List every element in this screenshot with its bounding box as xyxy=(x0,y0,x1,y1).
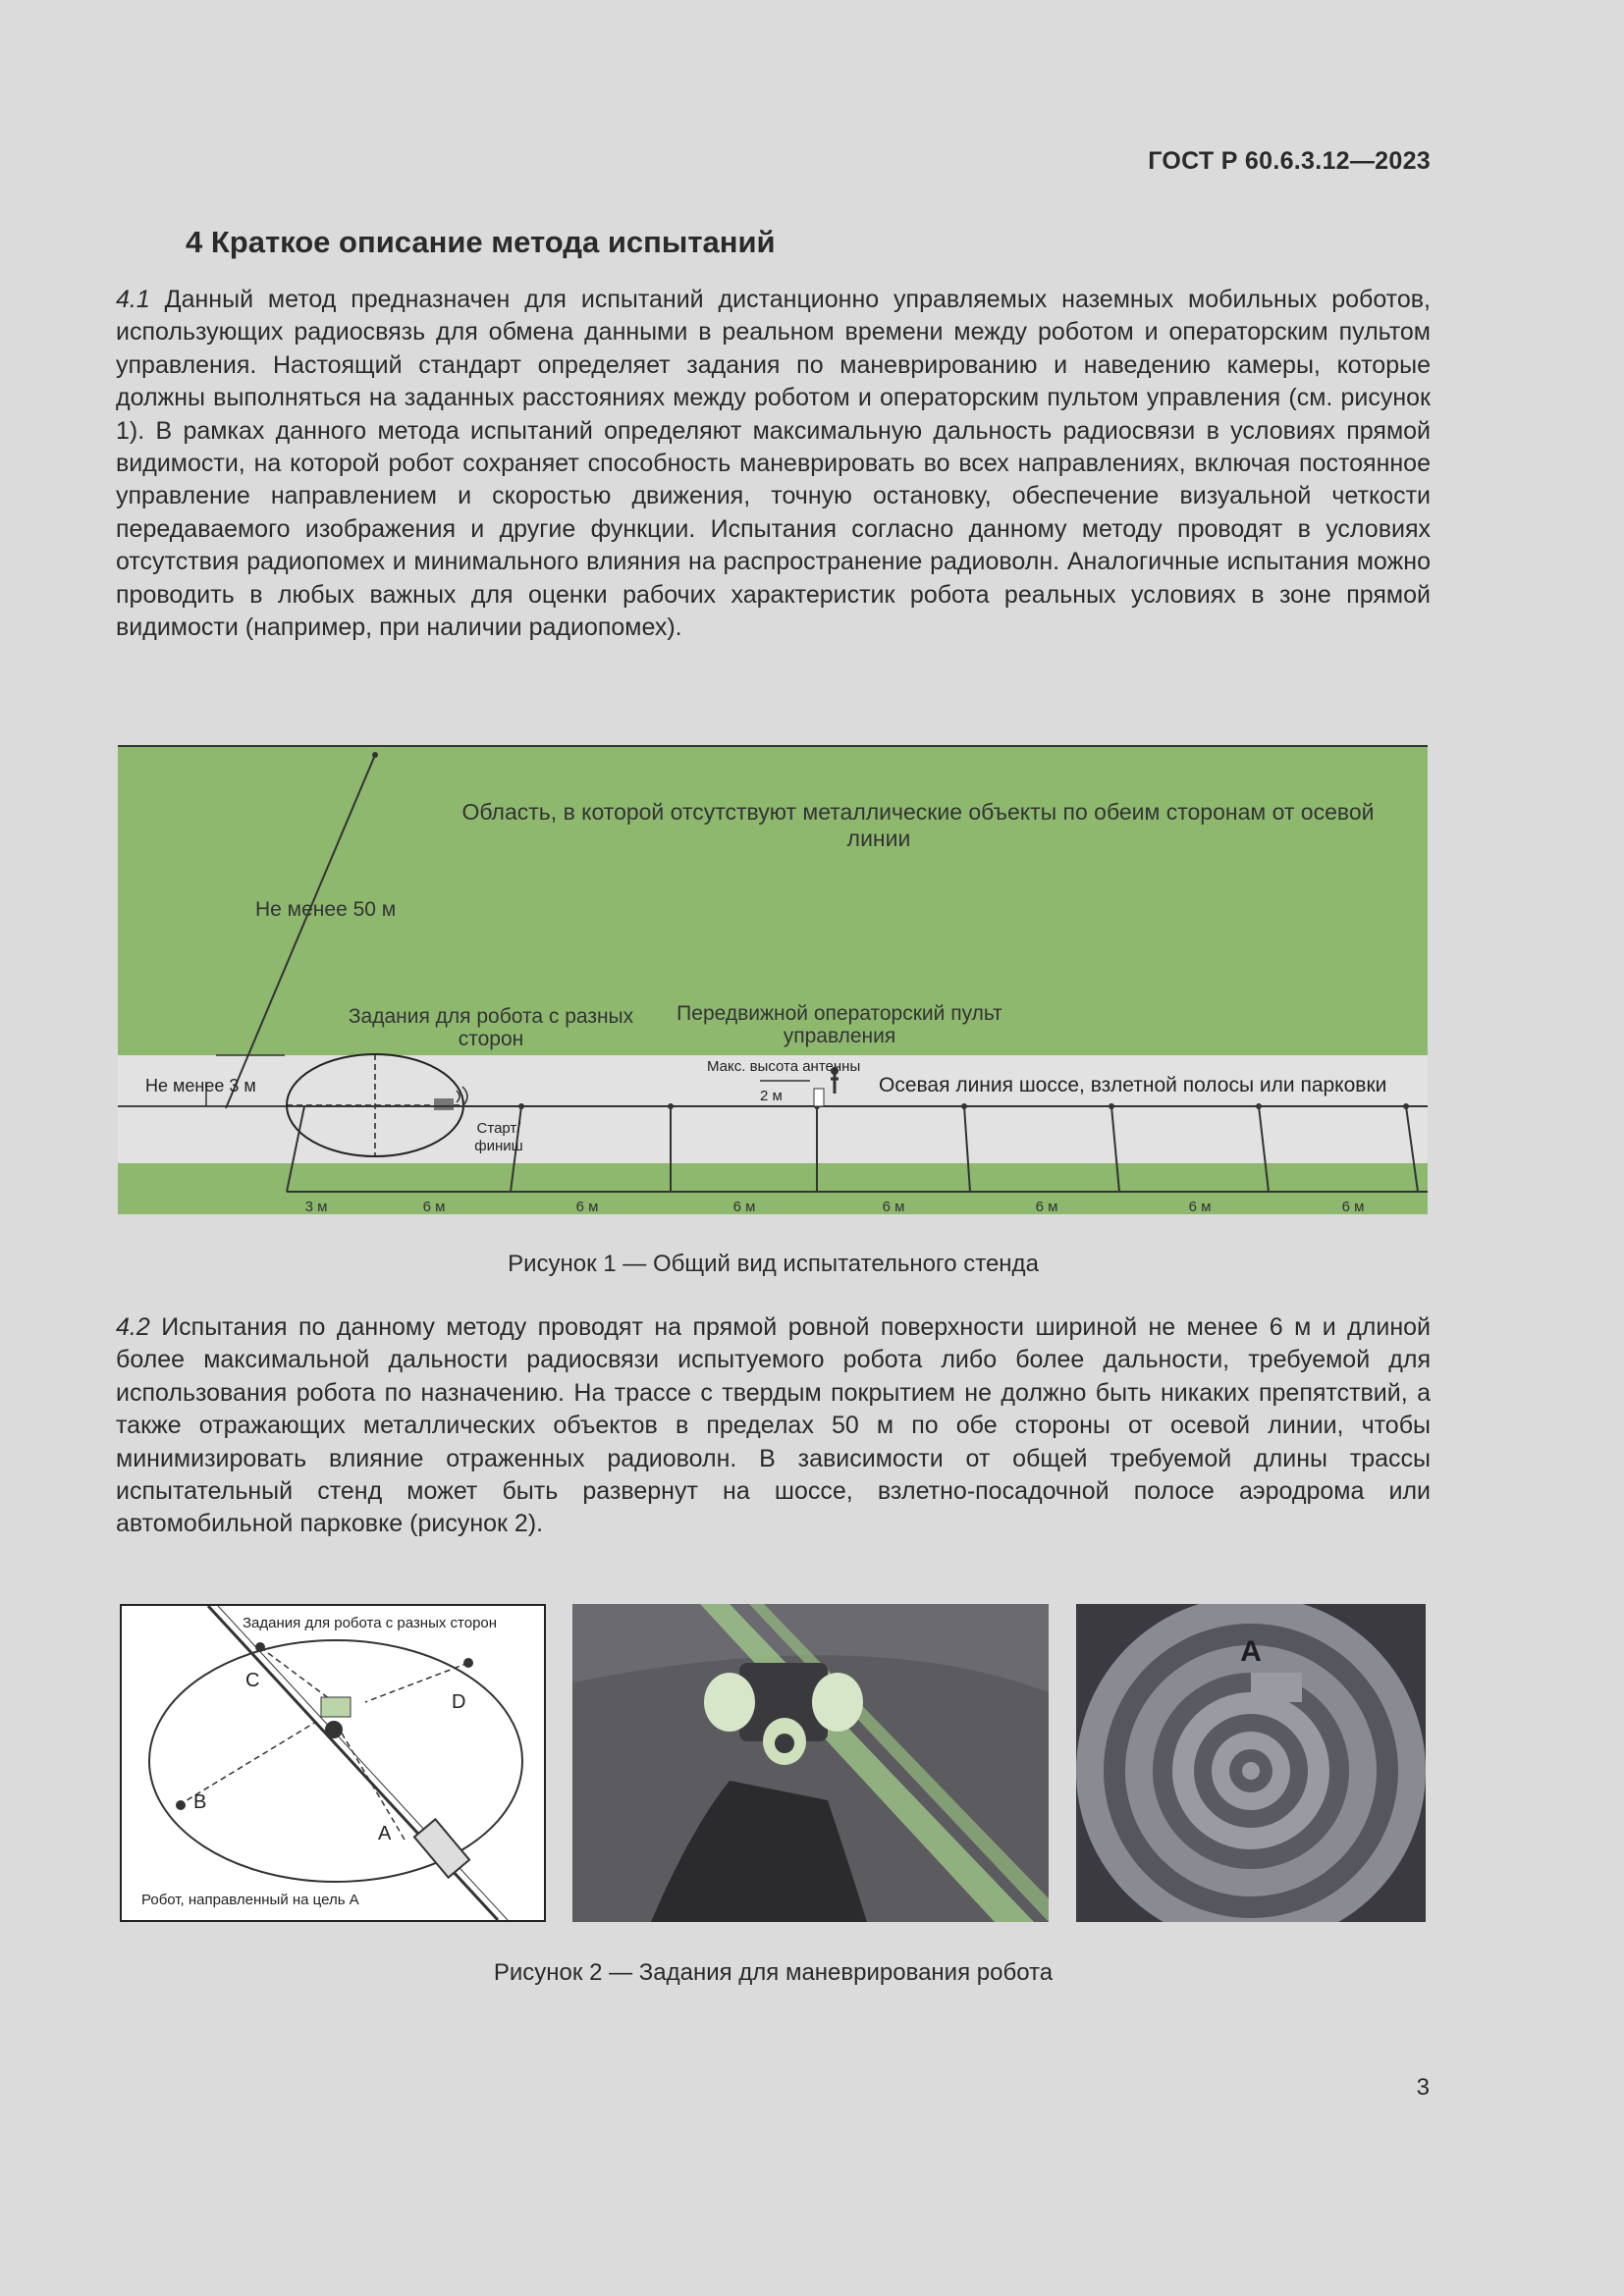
label-a: A xyxy=(378,1823,392,1844)
antenna-height-label: Макс. высота антенны xyxy=(707,1058,861,1075)
figure-1-caption: Рисунок 1 — Общий вид испытательного стенда xyxy=(508,1251,1039,1277)
operator-console xyxy=(814,1089,824,1106)
tasks-label: Задания для робота с разных сторон xyxy=(243,1615,498,1631)
target-gap xyxy=(1251,1673,1302,1702)
document-id: ГОСТ Р 60.6.3.12—2023 xyxy=(1148,147,1431,175)
paragraph-4-2 xyxy=(116,1311,1431,1541)
clear-area-label-line-2: линии xyxy=(846,826,911,851)
figure-2-target-photo xyxy=(1076,1604,1426,1922)
segment-6m-label: 6 м xyxy=(1035,1199,1058,1215)
section-title: 4 Краткое описание метода испытаний xyxy=(186,225,776,259)
min-3m-label: Не менее 3 м xyxy=(145,1076,256,1095)
min-50m-label: Не менее 50 м xyxy=(255,898,397,921)
figure-2-caption: Рисунок 2 — Задания для маневрирования робота xyxy=(493,1959,1054,1986)
figure-2-robot-photo xyxy=(572,1604,1049,1922)
segment-6m-label: 6 м xyxy=(575,1199,599,1215)
operator-label-line-2: управления xyxy=(783,1025,896,1047)
label-c: C xyxy=(245,1670,260,1691)
segment-6m-label: 6 м xyxy=(1188,1199,1212,1215)
segment-6m-label: 6 м xyxy=(422,1199,446,1215)
start-label-line-1: Старт/ xyxy=(476,1120,521,1137)
tasks-label-line-2: сторон xyxy=(458,1028,524,1050)
paragraph-4-1 xyxy=(116,284,1431,644)
operator-label-line-1: Передвижной операторский пульт xyxy=(677,1002,1002,1025)
paragraph-text: Данный метод предназначен для испытаний дистанционно управляемых наземных мобильных роботов, использующих радиосвязь для обмена данными в реальном времени между роботом и операторским пультом управления. Настоящий стандарт определяет задания по маневрированию и наведению камеры, которые должны выполняться на заданных расстояниях между роботом и операторским пультом управления (см. рисунок 1). В рамках данного метода испытаний определяют максимальную дальность радиосвязи в условиях прямой видимости, на которой робот сохраняет способность маневрировать во всех направлениях, включая постоянное управление направлением и скоростью движения, точную остановку, обеспечение визуальной четкости передаваемого изображения и другие функции. Испытания согласно данному методу проводят в условиях отсутствия радиопомех и минимального влияния на распространение радиоволн. Аналогичные испытания можно проводить в любых важных для оценки рабочих характеристик робота реальных условиях в зоне прямой видимости (например, при наличии радиопомех). xyxy=(116,286,1431,642)
label-d: D xyxy=(452,1691,466,1713)
segment-6m-label: 6 м xyxy=(882,1199,905,1215)
segment-6m-label: 6 м xyxy=(1341,1199,1365,1215)
target-letter: A xyxy=(1240,1635,1262,1668)
target-b xyxy=(176,1800,186,1810)
segment-3m-label: 3 м xyxy=(304,1199,328,1215)
paragraph-text: Испытания по данному методу проводят на прямой ровной поверхности шириной не менее 6 м и длиной более максимальной дальности радиосвязи испытуемого робота либо более дальности, требуемой для использования робота по назначению. На трассе с твердым покрытием не должно быть никаких препятствий, а также отражающих металлических объектов в пределах 50 м по обе стороны от осевой линии, чтобы минимизировать влияние отраженных радиоволн. В зависимости от общей требуемой длины трассы испытательный стенд может быть развернут на шоссе, взлетно-посадочной полосе аэродрома или автомобильной парковке (рисунок 2). xyxy=(116,1313,1431,1538)
start-label-line-2: финиш xyxy=(474,1138,523,1154)
label-b: B xyxy=(193,1791,207,1813)
robot-center-icon xyxy=(321,1697,351,1717)
page-number: 3 xyxy=(1416,2074,1430,2101)
two-m-label: 2 м xyxy=(760,1088,783,1104)
tasks-label-line-1: Задания для робота с разных xyxy=(348,1005,634,1028)
robot-icon xyxy=(434,1098,454,1110)
figure-2-schematic xyxy=(120,1604,546,1922)
target-c xyxy=(255,1642,265,1652)
target-d xyxy=(463,1658,473,1668)
robot-label: Робот, направленный на цель А xyxy=(141,1892,359,1908)
clause-number: 4.2 xyxy=(116,1313,150,1341)
axis-line-label: Осевая линия шоссе, взлетной полосы или парковки xyxy=(879,1074,1387,1096)
segment-6m-label: 6 м xyxy=(732,1199,756,1215)
figure-1-test-stand-diagram xyxy=(118,745,1430,1216)
clause-number: 4.1 xyxy=(116,286,150,313)
clear-area-label-line-1: Область, в которой отсутствуют металлические объекты по обеим сторонам от осевой xyxy=(461,799,1375,825)
